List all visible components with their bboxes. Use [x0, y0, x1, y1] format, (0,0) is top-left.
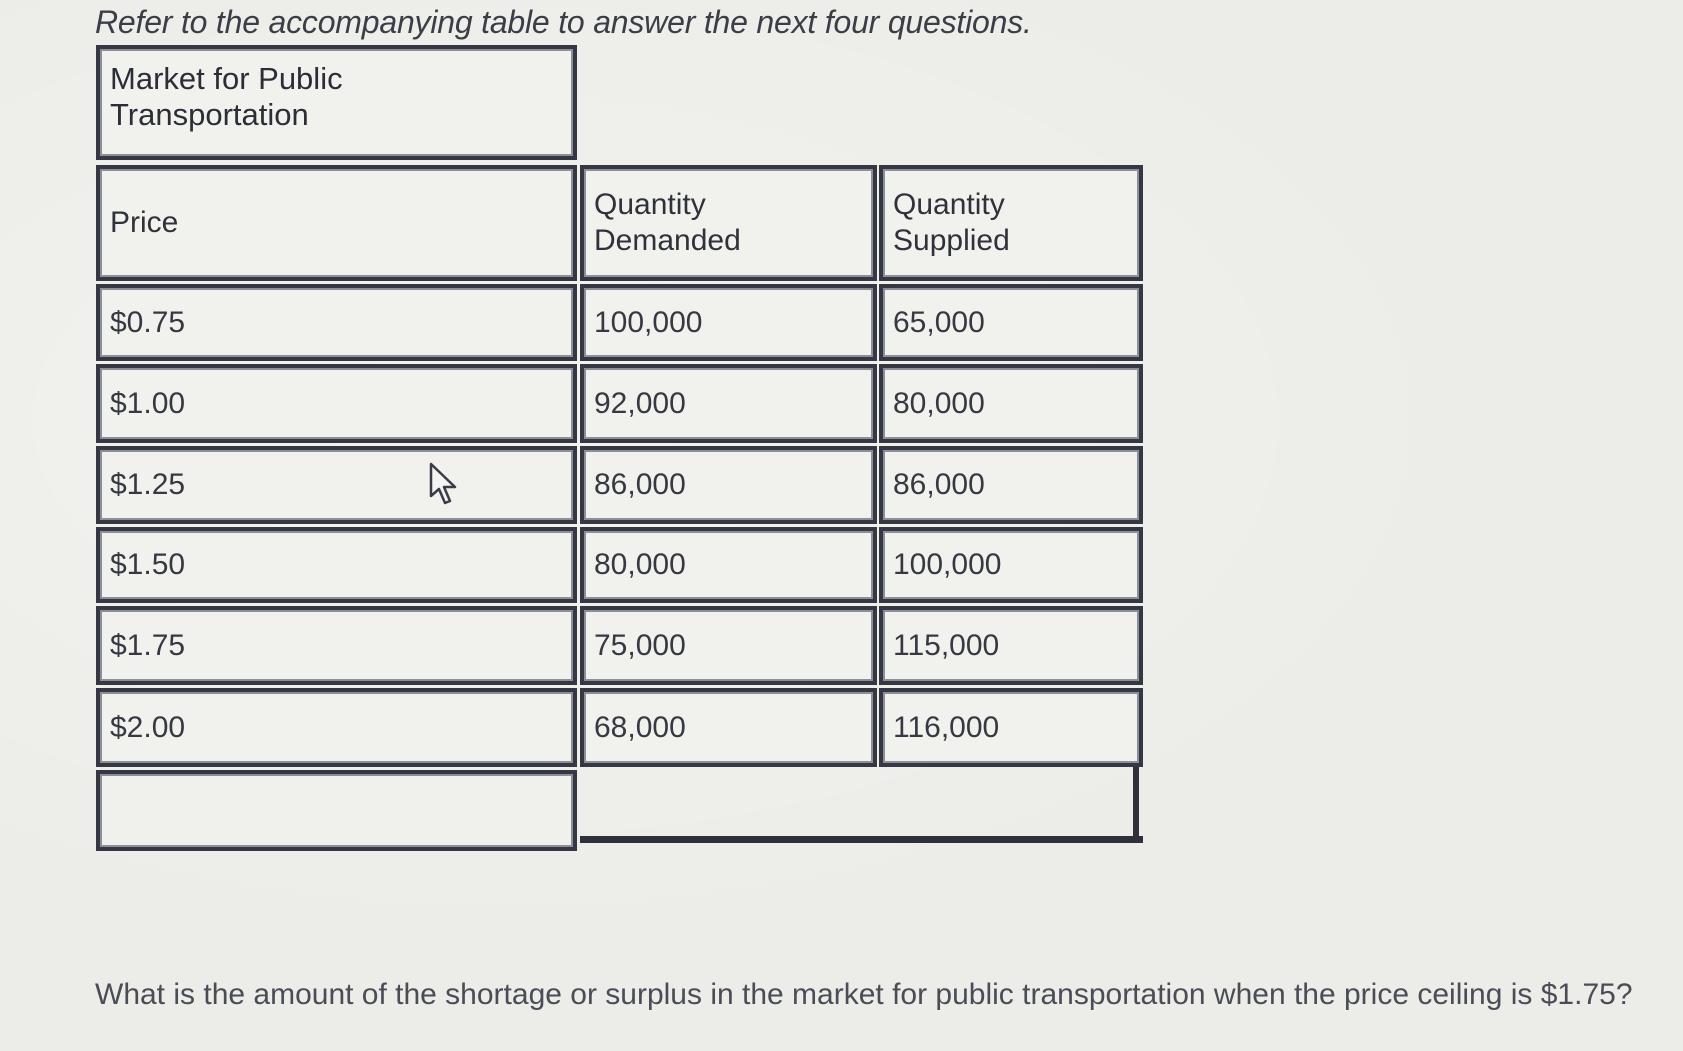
header-price-label: Price — [110, 206, 179, 239]
cell-qd: 80,000 — [594, 548, 686, 581]
cell-qs: 65,000 — [893, 305, 985, 339]
cell-price: $1.75 — [110, 628, 186, 662]
table-title-line1: Market for Public — [110, 61, 343, 96]
cell-price: $1.00 — [110, 386, 186, 420]
cell-qs: 100,000 — [893, 548, 1002, 581]
table-row-price — [96, 446, 577, 524]
cell-price: $1.25 — [110, 468, 186, 501]
header-quantity-supplied — [879, 165, 1143, 281]
cell-price: $1.50 — [110, 548, 186, 581]
header-price — [96, 165, 577, 281]
table-title — [96, 45, 577, 160]
table-row-qs — [879, 688, 1143, 767]
cell-qs: 115,000 — [893, 628, 1000, 662]
cell-qd: 86,000 — [594, 468, 686, 501]
table-row-price — [96, 527, 577, 603]
cell-qs: 116,000 — [893, 710, 1000, 744]
table-row-price — [96, 688, 577, 767]
table-row-qs — [879, 606, 1143, 685]
table-title-line2: Transportation — [110, 97, 309, 132]
table-row-price — [96, 284, 577, 361]
table-row-qd — [580, 446, 877, 524]
intro-text: Refer to the accompanying table to answer the next four questions. — [95, 4, 1032, 40]
cell-price: $0.75 — [110, 305, 186, 339]
cell-price: $2.00 — [110, 710, 186, 744]
table-row-price — [96, 606, 577, 685]
table-row-qs — [879, 527, 1143, 603]
header-qs-line1: Quantity — [893, 188, 1005, 221]
cell-qd: 100,000 — [594, 305, 703, 339]
table-row-qd — [580, 606, 877, 685]
question-text: What is the amount of the shortage or surplus in the market for public transportation when the price ceiling is $1.75? — [95, 978, 1633, 1011]
header-quantity-demanded — [580, 165, 877, 281]
cell-qs: 86,000 — [893, 468, 985, 501]
header-qd-line2: Demanded — [594, 224, 741, 257]
table-row-qd — [580, 284, 877, 361]
empty-cell — [96, 770, 577, 851]
table-row-qd — [580, 688, 877, 767]
mouse-pointer-icon — [428, 462, 462, 508]
cell-qs: 80,000 — [893, 386, 985, 420]
table-row-qs — [879, 446, 1143, 524]
cell-qd: 92,000 — [594, 386, 686, 420]
table-row-qs — [879, 284, 1143, 361]
header-qd-line1: Quantity — [594, 188, 706, 221]
table-row-qd — [580, 527, 877, 603]
cell-qd: 68,000 — [594, 710, 686, 744]
header-qs-line2: Supplied — [893, 224, 1010, 257]
table-bottom-border — [580, 836, 1143, 843]
table-row-price — [96, 364, 577, 443]
cell-qd: 75,000 — [594, 628, 686, 662]
table-row-qs — [879, 364, 1143, 443]
table-row-qd — [580, 364, 877, 443]
table-right-border — [1133, 767, 1139, 843]
